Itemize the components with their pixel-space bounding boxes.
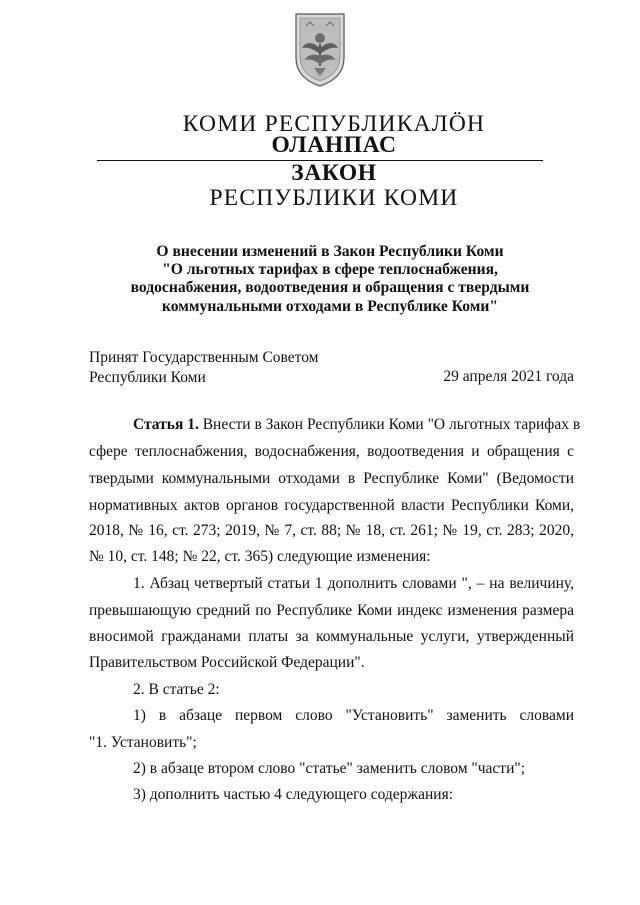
item-2-heading: 2. В статье 2: <box>133 681 220 698</box>
adoption-body <box>89 348 319 387</box>
header-olanpas: ОЛАНПАС <box>271 132 397 158</box>
article-1-line: сфере теплоснабжения, водоснабжения, водоотведения и обращения с <box>89 443 574 460</box>
item-1-line: превышающую средний по Республике Коми индекс изменения размера <box>89 602 574 619</box>
item-1-line: вносимой гражданами платы за коммунальные услуги, утвержденный <box>89 628 574 645</box>
header-zakon: ЗАКОН <box>291 160 377 186</box>
article-1-line: твердыми коммунальными отходами в Республике Коми" (Ведомости <box>89 470 574 487</box>
law-title-line: коммунальными отходами в Республике Коми" <box>162 297 498 315</box>
adoption-date: 29 апреля 2021 года <box>443 368 574 385</box>
article-1-line: нормативных актов органов государственной власти Республики Коми, <box>89 497 574 514</box>
komi-coat-of-arms-emblem <box>292 8 348 88</box>
item-2-sub-3: 3) дополнить частью 4 следующего содержания: <box>133 786 454 803</box>
item-2-sub-1-line: "1. Установить"; <box>89 734 197 751</box>
item-2-sub-1-line: 1) в абзаце первом слово "Установить" заменить словами <box>133 707 574 724</box>
article-1-line: 2018, № 16, ст. 273; 2019, № 7, ст. 88; № 18, ст. 261; № 19, ст. 283; 2020, <box>89 522 574 539</box>
header-komi-republic-title: КОМИ РЕСПУБЛИКАЛӦН <box>182 111 486 137</box>
adoption-line: Принят Государственным Советом <box>89 349 319 366</box>
adoption-line: Республики Коми <box>89 368 206 386</box>
article-1-line: № 10, ст. 148; № 22, ст. 365) следующие изменения: <box>89 548 431 565</box>
law-title-line: водоснабжения, водоотведения и обращения с твердыми <box>130 279 530 297</box>
article-1-label: Статья 1. <box>133 416 199 433</box>
law-title-line: "О льготных тарифах в сфере теплоснабжения, <box>162 261 498 279</box>
item-1-line: 1. Абзац четвертый статьи 1 дополнить словами ", – на величину, <box>133 575 574 592</box>
article-1-intro: Внести в Закон Республики Коми "О льготных тарифах в <box>198 416 581 433</box>
item-2-sub-2: 2) в абзаце втором слово "статье" заменить словом "части"; <box>133 760 526 777</box>
article-1-first-line <box>89 416 581 434</box>
header-respubliki-komi: РЕСПУБЛИКИ КОМИ <box>209 185 459 211</box>
item-1-line: Правительством Российской Федерации". <box>89 654 365 671</box>
law-title <box>80 243 580 316</box>
law-title-line: О внесении изменений в Закон Республики Коми <box>156 243 504 260</box>
